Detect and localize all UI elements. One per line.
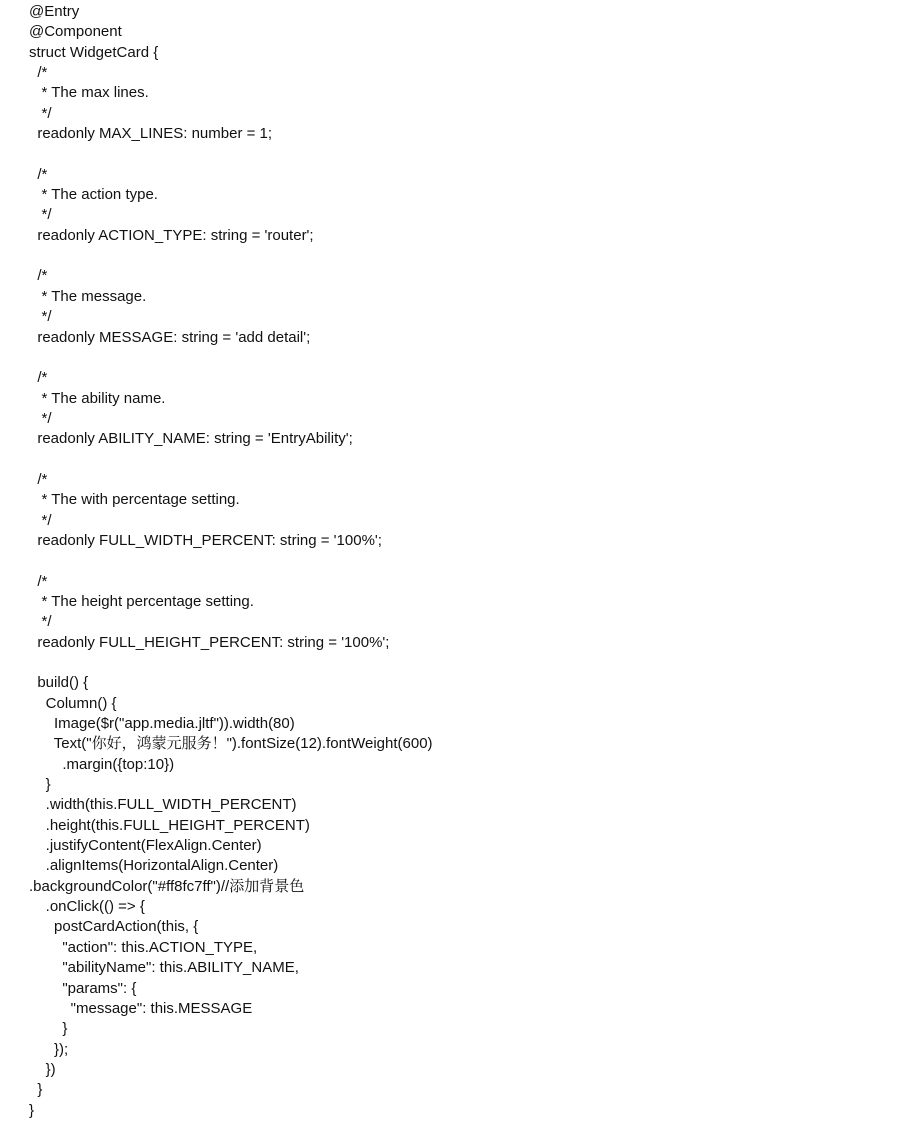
code-line: } xyxy=(29,1081,43,1099)
code-line: */ xyxy=(29,409,52,427)
code-line: /* xyxy=(29,267,48,285)
code-line: readonly FULL_WIDTH_PERCENT: string = '100%'; xyxy=(29,531,382,549)
code-line: .height(this.FULL_HEIGHT_PERCENT) xyxy=(29,816,310,834)
code-line: * The height percentage setting. xyxy=(29,592,254,610)
code-line: * The with percentage setting. xyxy=(29,491,240,509)
code-line: /* xyxy=(29,165,48,183)
code-line: }) xyxy=(29,1060,56,1078)
code-line xyxy=(29,246,433,266)
code-line: .width(this.FULL_WIDTH_PERCENT) xyxy=(29,796,297,814)
code-line: .margin({top:10}) xyxy=(29,755,175,773)
code-line xyxy=(29,144,433,164)
code-line: Image($r("app.media.jltf")).width(80) xyxy=(29,715,295,733)
code-line: } xyxy=(29,776,51,794)
code-line: Column() { xyxy=(29,694,117,712)
code-line: @Component xyxy=(29,23,122,41)
code-line: * The action type. xyxy=(29,186,158,204)
code-line: "action": this.ACTION_TYPE, xyxy=(29,938,258,956)
code-line: /* xyxy=(29,572,48,590)
code-line: }); xyxy=(29,1040,69,1058)
code-line: readonly MAX_LINES: number = 1; xyxy=(29,125,273,143)
code-line: postCardAction(this, { xyxy=(29,918,199,936)
code-line: Text("你好，鸿蒙元服务！").fontSize(12).fontWeight(600) xyxy=(29,735,433,753)
code-line: .onClick(() => { xyxy=(29,898,145,916)
code-line: struct WidgetCard { xyxy=(29,43,159,61)
code-line: */ xyxy=(29,511,52,529)
code-line: "abilityName": this.ABILITY_NAME, xyxy=(29,959,299,977)
code-line: } xyxy=(29,1101,35,1119)
code-line: readonly FULL_HEIGHT_PERCENT: string = '100%'; xyxy=(29,633,390,651)
code-line: .justifyContent(FlexAlign.Center) xyxy=(29,837,262,855)
code-line: * The max lines. xyxy=(29,84,149,102)
code-line: */ xyxy=(29,613,52,631)
code-line xyxy=(29,551,433,571)
code-line: .backgroundColor("#ff8fc7ff")//添加背景色 xyxy=(29,877,305,895)
code-line xyxy=(29,653,433,673)
code-line: .alignItems(HorizontalAlign.Center) xyxy=(29,857,279,875)
code-line: readonly ABILITY_NAME: string = 'EntryAbility'; xyxy=(29,430,353,448)
code-line: "params": { xyxy=(29,979,137,997)
code-line xyxy=(29,450,433,470)
code-line: "message": this.MESSAGE xyxy=(29,999,253,1017)
code-line xyxy=(29,348,433,368)
code-line: * The ability name. xyxy=(29,389,166,407)
code-line: @Entry xyxy=(29,3,80,20)
code-line: */ xyxy=(29,308,52,326)
code-line: */ xyxy=(29,206,52,224)
code-line: * The message. xyxy=(29,287,147,305)
code-line: /* xyxy=(29,369,48,387)
code-line: /* xyxy=(29,64,48,82)
code-line: /* xyxy=(29,470,48,488)
code-line: readonly MESSAGE: string = 'add detail'; xyxy=(29,328,311,346)
code-line: build() { xyxy=(29,674,89,692)
code-line: readonly ACTION_TYPE: string = 'router'; xyxy=(29,226,314,244)
code-listing xyxy=(29,2,433,1121)
code-line: */ xyxy=(29,104,52,122)
code-line: } xyxy=(29,1020,68,1038)
